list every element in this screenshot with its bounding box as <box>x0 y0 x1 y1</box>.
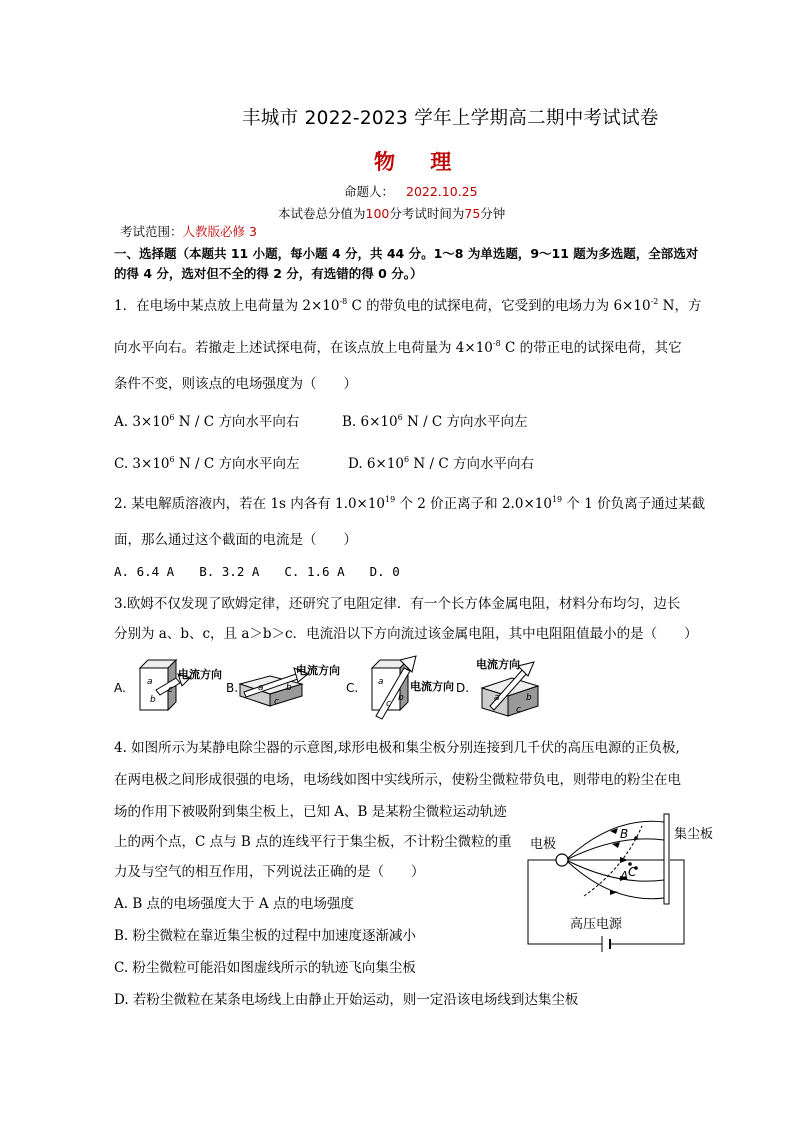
text: N / C 方向水平向左 <box>174 456 300 472</box>
q3-label-a[interactable]: A. <box>114 681 126 695</box>
block-d <box>476 657 538 716</box>
section-instructions-1: 一、选择题（本题共 11 小题，每小题 4 分，共 44 分。1～8 为单选题，9～11 题为多选题，全部选对 <box>114 246 699 261</box>
edge-label: b <box>526 693 532 703</box>
block-a <box>140 660 222 710</box>
text: N，方 <box>658 298 702 314</box>
q4-option-a[interactable]: A. B 点的电场强度大于 A 点的电场强度 <box>114 896 354 912</box>
q4-option-d[interactable]: D. 若粉尘微粒在某条电场线上由静止开始运动，则一定沿该电场线到达集尘板 <box>114 992 579 1008</box>
text: B. 6×10 <box>342 414 398 430</box>
q2-stem-line1 <box>114 492 705 512</box>
edge-label: b <box>286 683 292 693</box>
q1-stem-line1 <box>114 294 701 314</box>
range-label: 考试范围： <box>120 224 183 239</box>
edge-label: b <box>398 693 404 703</box>
exponent: 6 <box>404 455 410 464</box>
current-label: 电流方向 <box>476 658 520 671</box>
text: 1．在电场中某点放上电荷量为 2×10 <box>114 298 340 314</box>
current-label: 电流方向 <box>296 664 340 677</box>
point-c-label: C <box>628 865 637 879</box>
q1-stem-line2 <box>114 336 682 356</box>
score-value: 100 <box>365 206 390 221</box>
author-line <box>344 182 478 200</box>
point-b-dot <box>634 836 638 840</box>
edge-label: b <box>150 695 156 705</box>
text: A. 3×10 <box>114 414 170 430</box>
edge-label: a <box>378 677 384 687</box>
q2-stem-line2: 面，那么通过这个截面的电流是（ ） <box>114 532 357 548</box>
author-label: 命题人： <box>344 184 395 199</box>
point-b-label: B <box>620 827 629 841</box>
q3-stem-line1: 3.欧姆不仅发现了欧姆定律，还研究了电阻定律．有一个长方体金属电阻，材料分布均匀，边长 <box>114 596 681 612</box>
q2-options[interactable]: A. 6.4 A B. 3.2 A C. 1.6 A D. 0 <box>114 564 400 579</box>
q4-option-b[interactable]: B. 粉尘微粒在靠近集尘板的过程中加速度逐渐减小 <box>114 928 417 944</box>
electrode-label: 电极 <box>530 837 557 852</box>
q4-stem-line4: 上的两个点，C 点与 B 点的连线平行于集尘板，不计粉尘微粒的重 <box>114 834 512 850</box>
text: 个 1 价负离子通过某截 <box>562 496 706 512</box>
edge-label: c <box>516 705 521 715</box>
q1-option-a[interactable] <box>114 410 299 430</box>
text: 向水平向右。若撤走上述试探电荷，在该点放上电荷量为 4×10 <box>114 340 493 356</box>
q3-label-b[interactable]: B. <box>226 681 239 695</box>
exponent: 6 <box>169 413 175 422</box>
dashed-trajectory <box>584 826 642 896</box>
q3-label-c[interactable]: C. <box>346 681 359 695</box>
edge-label: c <box>386 699 391 709</box>
exponent: 19 <box>385 495 396 504</box>
subject-title: 物 理 <box>374 149 466 174</box>
score-text: 本试卷总分值为 <box>278 206 366 221</box>
text: C 的带正电的试探电荷，其它 <box>500 340 682 356</box>
q1-stem-line3: 条件不变，则该点的电场强度为（ ） <box>114 376 357 392</box>
time-value: 75 <box>464 206 481 221</box>
exam-title: 丰城市 2022-2023 学年上学期高二期中考试试卷 <box>242 108 659 129</box>
time-unit: 分钟 <box>480 206 506 221</box>
q3-figures <box>110 654 550 720</box>
text: N / C 方向水平向右 <box>409 456 534 472</box>
section-instructions-2: 的得 4 分，选对但不全的得 2 分，有选错的得 0 分。） <box>114 266 423 281</box>
power-label: 高压电源 <box>570 917 623 932</box>
q4-stem-line1: 4. 如图所示为某静电除尘器的示意图,球形电极和集尘板分别连接到几千伏的高压电源的正负极, <box>114 740 680 756</box>
q1-option-d[interactable] <box>348 452 534 472</box>
current-label: 电流方向 <box>178 668 222 681</box>
text: C 的带负电的试探电荷，它受到的电场力为 6×10 <box>347 298 651 314</box>
time-text: 分考试时间为 <box>389 206 465 221</box>
exponent: -2 <box>650 297 659 306</box>
q4-option-c[interactable]: C. 粉尘微粒可能沿如图虚线所示的轨迹飞向集尘板 <box>114 960 416 976</box>
q3-stem-line2: 分别为 a、b、c，且 a＞b＞c．电流沿以下方向流过该金属电阻，其中电阻阻值最小的是（ ） <box>114 626 698 642</box>
electrostatic-precipitator-figure <box>524 808 724 958</box>
exam-date: 2022.10.25 <box>406 184 478 199</box>
text: N / C 方向水平向左 <box>402 414 528 430</box>
text: D. 6×10 <box>348 456 405 472</box>
edge-label: c <box>168 685 173 695</box>
q3-label-d[interactable]: D. <box>456 681 470 695</box>
q1-option-b[interactable] <box>342 410 528 430</box>
score-time-line <box>278 204 505 222</box>
exponent: 6 <box>169 455 175 464</box>
text: C. 3×10 <box>114 456 170 472</box>
exponent: 6 <box>397 413 403 422</box>
edge-label: a <box>258 683 264 693</box>
exam-range <box>120 222 257 240</box>
collector-plate <box>664 814 669 904</box>
range-value: 人教版必修 3 <box>182 224 257 239</box>
text: 个 2 价正离子和 2.0×10 <box>395 496 552 512</box>
plate-label: 集尘板 <box>674 827 714 842</box>
text: N / C 方向水平向右 <box>174 414 300 430</box>
exponent: 19 <box>551 495 563 504</box>
current-label: 电流方向 <box>410 680 454 693</box>
point-a-label: A <box>620 869 629 883</box>
sphere-electrode <box>556 854 568 866</box>
text: 2. 某电解质溶液内，若在 1s 内各有 1.0×10 <box>114 496 386 512</box>
exponent: -8 <box>339 297 348 306</box>
q4-stem-line2: 在两电极之间形成很强的电场，电场线如图中实线所示，使粉尘微粒带负电，则带电的粉尘在电 <box>114 772 681 788</box>
edge-label: c <box>274 697 279 707</box>
edge-label: a <box>494 693 500 703</box>
q1-option-c[interactable] <box>114 452 299 472</box>
block-c <box>372 656 454 719</box>
q4-stem-line5: 力及与空气的相互作用，下列说法正确的是（ ） <box>114 864 425 880</box>
exponent: -8 <box>492 339 501 348</box>
block-b <box>240 663 340 707</box>
q4-stem-line3: 场的作用下被吸附到集尘板上，已知 A、B 是某粉尘微粒运动轨迹 <box>114 804 507 820</box>
edge-label: a <box>147 677 153 687</box>
